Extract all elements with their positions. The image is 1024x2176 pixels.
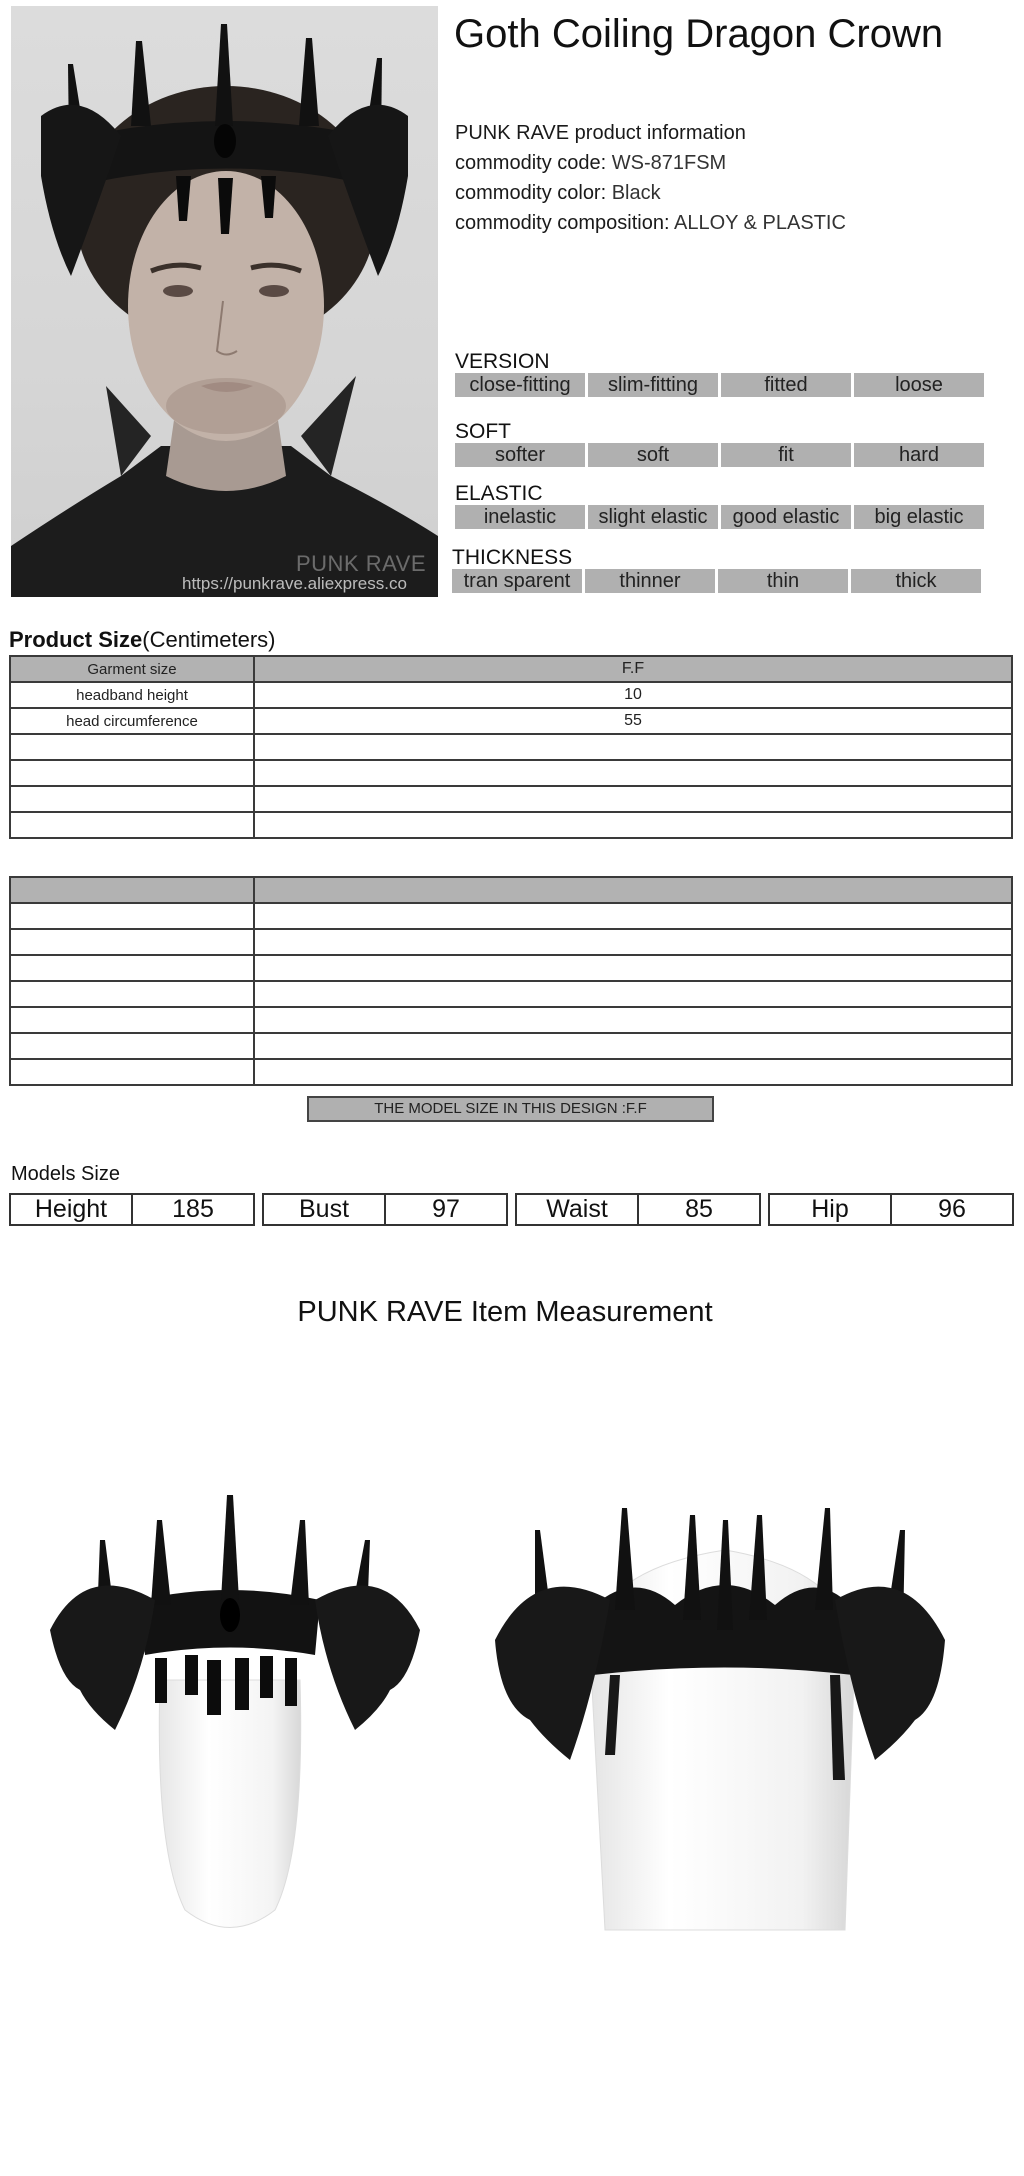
row-label: head circumference xyxy=(10,708,254,734)
attribute-option: soft xyxy=(588,443,718,467)
table-row xyxy=(10,1007,1012,1033)
commodity-color-label: commodity color: xyxy=(455,182,607,204)
header-cell xyxy=(254,877,1012,903)
row-value xyxy=(254,1059,1012,1085)
row-value xyxy=(254,955,1012,981)
info-heading: PUNK RAVE product information xyxy=(455,122,746,144)
crown-front-view-image xyxy=(45,1490,425,1940)
commodity-color-value: Black xyxy=(611,182,661,204)
table-row xyxy=(10,955,1012,981)
row-value xyxy=(254,1033,1012,1059)
row-value xyxy=(254,903,1012,929)
attribute-option: thick xyxy=(851,569,981,593)
attribute-label: SOFT xyxy=(455,420,511,443)
commodity-composition xyxy=(455,208,846,238)
product-size-heading: Product Size xyxy=(9,627,143,652)
measure-key: Waist xyxy=(517,1195,639,1224)
row-label xyxy=(10,929,254,955)
attribute-label: VERSION xyxy=(455,350,550,373)
commodity-composition-label: commodity composition: xyxy=(455,212,670,234)
attribute-soft xyxy=(455,421,984,467)
secondary-size-table xyxy=(9,876,1013,1086)
attribute-option: close-fitting xyxy=(455,373,585,397)
row-label xyxy=(10,786,254,812)
attribute-label: THICKNESS xyxy=(452,546,573,569)
table-row xyxy=(10,682,1012,708)
row-value xyxy=(254,812,1012,838)
table-row xyxy=(10,1033,1012,1059)
table-row xyxy=(10,786,1012,812)
attribute-thickness xyxy=(452,547,981,593)
watermark-url: https://punkrave.aliexpress.co xyxy=(182,574,407,593)
commodity-color xyxy=(455,178,846,208)
product-size-table xyxy=(9,655,1013,839)
row-label xyxy=(10,981,254,1007)
model-photo xyxy=(11,6,438,597)
measure-value: 85 xyxy=(685,1195,713,1223)
attribute-option: slim-fitting xyxy=(588,373,718,397)
attribute-option: fitted xyxy=(721,373,851,397)
table-row xyxy=(10,812,1012,838)
attribute-option: thin xyxy=(718,569,848,593)
header-cell xyxy=(10,877,254,903)
table-row xyxy=(10,903,1012,929)
row-label xyxy=(10,1007,254,1033)
attribute-option: hard xyxy=(854,443,984,467)
commodity-code-value: WS-871FSM xyxy=(611,152,727,174)
row-value xyxy=(254,1007,1012,1033)
row-label xyxy=(10,1033,254,1059)
table-row xyxy=(10,708,1012,734)
row-label xyxy=(10,1059,254,1085)
attribute-option: inelastic xyxy=(455,505,585,529)
measurement-title: PUNK RAVE Item Measurement xyxy=(297,1296,713,1328)
attribute-option: loose xyxy=(854,373,984,397)
row-label: headband height xyxy=(10,682,254,708)
model-measure-height xyxy=(9,1193,255,1226)
row-value xyxy=(254,786,1012,812)
header-cell: Garment size xyxy=(10,656,254,682)
table-row xyxy=(10,760,1012,786)
commodity-code xyxy=(455,148,846,178)
attribute-label: ELASTIC xyxy=(455,482,543,505)
product-title: Goth Coiling Dragon Crown xyxy=(454,12,944,56)
product-size-unit: (Centimeters) xyxy=(142,627,276,652)
attribute-options xyxy=(455,443,984,467)
row-value xyxy=(254,734,1012,760)
crown-back-view-image xyxy=(475,1490,975,1940)
header-cell: F.F xyxy=(254,656,1012,682)
model-measure-bust xyxy=(262,1193,508,1226)
measure-key: Bust xyxy=(264,1195,386,1224)
model-size-banner: THE MODEL SIZE IN THIS DESIGN :F.F xyxy=(307,1096,714,1122)
attribute-elastic xyxy=(455,483,984,529)
models-size-label: Models Size xyxy=(11,1163,120,1185)
table-row xyxy=(10,734,1012,760)
attribute-option: slight elastic xyxy=(588,505,718,529)
measure-key: Height xyxy=(11,1195,133,1224)
row-value xyxy=(254,929,1012,955)
table-row xyxy=(10,1059,1012,1085)
attribute-option: big elastic xyxy=(854,505,984,529)
attribute-option: fit xyxy=(721,443,851,467)
measure-value: 185 xyxy=(172,1195,214,1223)
attribute-options xyxy=(455,373,984,397)
commodity-composition-value: ALLOY & PLASTIC xyxy=(673,212,846,234)
row-label xyxy=(10,760,254,786)
watermark-brand: PUNK RAVE xyxy=(296,551,427,576)
product-info xyxy=(455,118,846,238)
measure-value: 97 xyxy=(432,1195,460,1223)
table-header-row xyxy=(10,877,1012,903)
product-size-title xyxy=(9,627,276,653)
commodity-code-label: commodity code: xyxy=(455,152,607,174)
row-value: 10 xyxy=(254,682,1012,708)
attribute-options xyxy=(452,569,981,593)
attribute-options xyxy=(455,505,984,529)
attribute-option: thinner xyxy=(585,569,715,593)
model-wearing-crown-illustration xyxy=(11,6,438,597)
measure-value: 96 xyxy=(938,1195,966,1223)
attribute-option: softer xyxy=(455,443,585,467)
row-value xyxy=(254,981,1012,1007)
row-value: 55 xyxy=(254,708,1012,734)
table-header-row xyxy=(10,656,1012,682)
attribute-option: good elastic xyxy=(721,505,851,529)
attribute-version xyxy=(455,351,984,397)
row-label xyxy=(10,734,254,760)
model-measure-hip xyxy=(768,1193,1014,1226)
table-row xyxy=(10,929,1012,955)
models-size-row xyxy=(9,1193,1014,1226)
row-value xyxy=(254,760,1012,786)
model-measure-waist xyxy=(515,1193,761,1226)
attribute-option: tran sparent xyxy=(452,569,582,593)
row-label xyxy=(10,812,254,838)
row-label xyxy=(10,903,254,929)
row-label xyxy=(10,955,254,981)
table-row xyxy=(10,981,1012,1007)
measure-key: Hip xyxy=(770,1195,892,1224)
